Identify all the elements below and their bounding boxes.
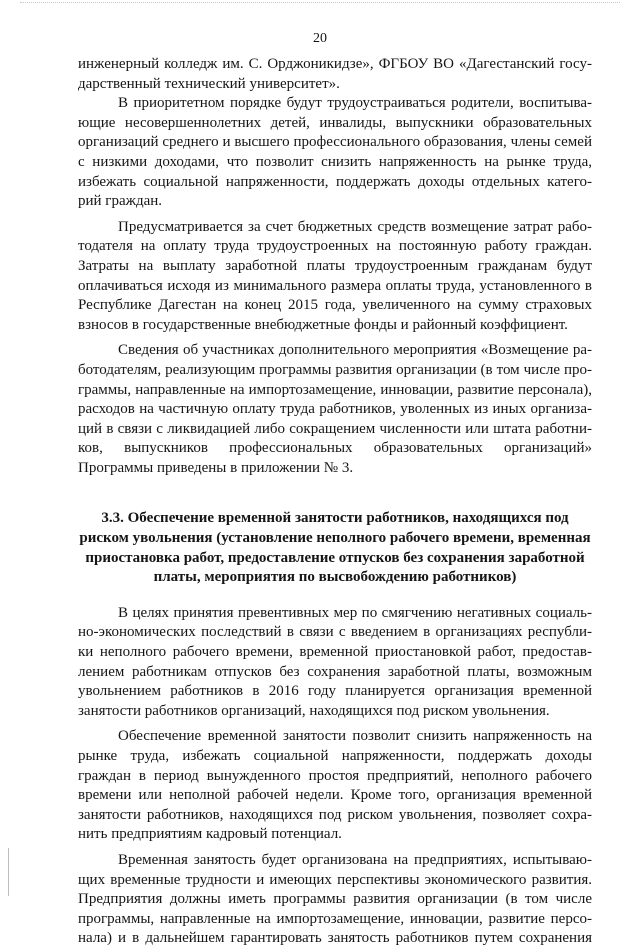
text-line: лением работникам отпусков без сохранения заработной платы, возможным	[78, 663, 592, 680]
text-line: Затраты на выплату заработной платы трудоустроенным гражданам будут	[78, 257, 592, 274]
text-line: взносов в государственные внебюджетные фонды и районный коэффициент.	[78, 316, 568, 333]
section-heading-3-3	[78, 509, 592, 587]
paragraph-priority-employment	[78, 94, 592, 212]
text-line: граждан в период вынужденного простоя предприятий, неполного рабочего	[78, 767, 592, 784]
text-line: граммы, направленные на импортозамещение, инновации, развитие персонала),	[78, 381, 592, 398]
text-line: щих временные трудности и имеющих перспективы экономического развития.	[78, 871, 592, 888]
text-line: занятости работников организаций, находящихся под риском увольнения.	[78, 702, 550, 719]
text-line: с низкими доходами, что позволит снизить напряженность на рынке труда,	[78, 153, 592, 170]
text-line: занятости работников, находящихся под риском увольнения, позволяет сохра-	[78, 806, 592, 823]
paragraph-preventive-measures	[78, 604, 592, 722]
text-line: организаций среднего и высшего профессионального образования, члены семей	[78, 134, 592, 151]
text-line: увольнением работников в 2016 году планируется организация временной	[78, 683, 592, 700]
text-line: Сведения об участниках дополнительного мероприятия «Возмещение ра-	[118, 342, 592, 359]
text-line: Предприятия должны иметь программы развития организации (в том числе	[78, 891, 592, 908]
text-line: программы, направленные на импортозамещение, инновации, развитие персо-	[78, 910, 592, 927]
text-line: оплачиваться исходя из минимального размера оплаты труда, установленного в	[78, 277, 592, 294]
text-line: Республике Дагестан на конец 2015 года, увеличенного на сумму страховых	[78, 297, 592, 314]
text-line: ки неполного рабочего времени, временной приостановкой работ, предостав-	[78, 644, 592, 661]
text-line: нить предприятиям кадровый потенциал.	[78, 826, 342, 843]
text-line: но-экономических последствий в связи с введением в организациях республи-	[78, 624, 592, 641]
document-body	[78, 55, 592, 949]
paragraph-organized-employment	[78, 851, 592, 949]
scan-edge-top	[20, 2, 620, 4]
text-line: рынке труда, избежать социальной напряженности, поддержать доходы	[78, 748, 592, 764]
text-line: тодателя на оплату труда трудоустроенных на постоянную работу граждан.	[78, 238, 592, 255]
heading-line: приостановка работ, предоставление отпусков без сохранения заработной	[85, 549, 585, 566]
heading-line: 3.3. Обеспечение временной занятости работников, находящихся под	[101, 510, 569, 527]
text-line: рий граждан.	[78, 193, 163, 210]
text-line: нала) и в дальнейшем гарантировать занятость работников путем сохранения	[78, 930, 592, 947]
scan-edge-left	[8, 848, 9, 896]
heading-line: риском увольнения (установление неполного рабочего времени, временная	[79, 530, 591, 547]
text-line: ющие несовершеннолетних детей, инвалиды, выпускники образовательных	[78, 114, 592, 131]
text-line: ботодателям, реализующим программы развития организации (в том числе про-	[78, 361, 592, 378]
text-line: Временная занятость будет организована на предприятиях, испытываю-	[118, 851, 592, 868]
page-number: 20	[313, 31, 327, 46]
text-line: расходов на частичную оплату труда работников, уволенных из иных организа-	[78, 401, 592, 418]
heading-line: платы, мероприятия по высвобождению работников)	[153, 569, 517, 586]
text-line: Обеспечение временной занятости позволит снизить напряженность на	[118, 728, 592, 745]
text-line: В целях принятия превентивных мер по смягчению негативных социаль-	[118, 604, 592, 621]
paragraph-temporary-employment	[78, 727, 592, 845]
paragraph-continuation	[78, 55, 592, 94]
text-line: Программы приведены в приложении № 3.	[78, 459, 354, 476]
text-line: В приоритетном порядке будут трудоустраиваться родители, воспитыва-	[118, 95, 592, 112]
text-line: Предусматривается за счет бюджетных средств возмещение затрат рабо-	[118, 218, 592, 235]
text-line: дарственный технический университет».	[78, 75, 340, 92]
text-line: ций в связи с ликвидацией либо сокращением численности или штата работни-	[78, 420, 592, 437]
paragraph-cost-reimbursement	[78, 218, 592, 336]
text-line: избежать социальной напряженности, поддержать доходы отдельных катего-	[78, 173, 592, 190]
text-line: ков, выпускников профессиональных образовательных организаций»	[78, 440, 592, 457]
text-line: времени или неполной рабочей недели. Кроме того, организация временной	[78, 787, 592, 804]
text-line: инженерный колледж им. С. Орджоникидзе», ФГБОУ ВО «Дагестанский госу-	[78, 56, 592, 72]
paragraph-participants-info	[78, 341, 592, 478]
